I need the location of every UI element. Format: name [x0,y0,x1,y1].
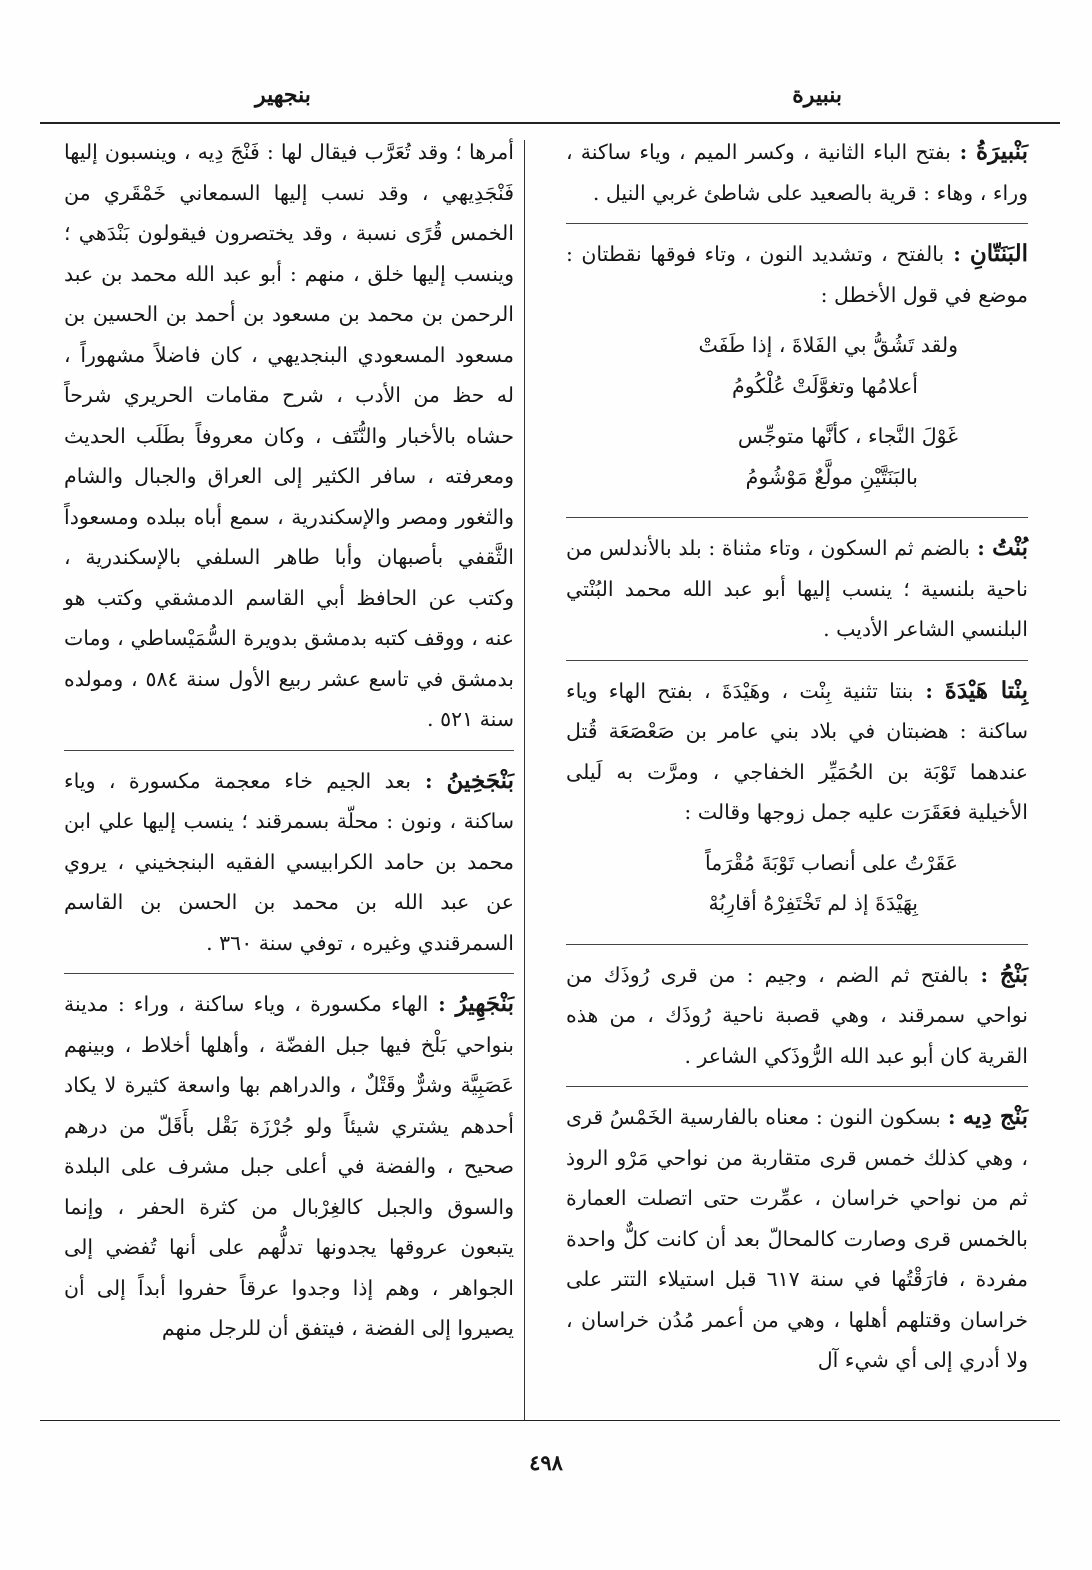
poem-verse [566,325,1028,406]
entry-bunt: بُنْتُ : بالضم ثم السكون ، وتاء مثناة : بلد بالأندلس من ناحية بلنسية ؛ ينسب إليها أبو عبد الله محمد البُنْتي البلنسي الشاعر الأديب . [566,528,1028,661]
entry-banjdih-continued [64,132,514,751]
entry-banjakhin: بَنْجَخِينُ : بعد الجيم خاء معجمة مكسورة ، وياء ساكنة ، ونون : محلّة بسمرقند ؛ ينسب إليها علي ابن محمد بن حامد الكرابيسي الفقيه البنجخيني ، يروي عن عبد الله بن محمد بن الحسن بن القاسم السمرقندي وغيره ، توفي سنة ٣٦٠ . [64,761,514,975]
headword: بَنْجَهِيرُ [455,990,514,1017]
verse-hemistich: أعلامُها وتغوَّلَتْ عُلْكُومُ [732,373,918,398]
headword: بَنْبيرَةُ [976,138,1028,165]
entry-body: بالفتح ، وتشديد النون ، وتاء فوقها نقطتان : موضع في قول الأخطل : [566,242,1028,307]
verse-hemistich: ولقد تَشُقُّ بي الفَلاةَ ، إذا طَفَتْ [698,333,958,357]
headword: بُنْتُ [992,534,1028,561]
entry-albanattan: البَنَتّانِ : بالفتح ، وتشديد النون ، وتاء فوقها نقطتان : موضع في قول الأخطل : ولقد تَشُقُّ بي الفَلاةَ ، إذا طَفَتْ أعلامُها وتغوَّلَتْ عُلْكُومُ غَوْلَ النَّجاء ، كأنَّها متوجِّس بالبَنَتَّيْنِ مولَّعٌ مَوْشُومُ [566,234,1028,518]
entry-banjahir: بَنْجَهِيرُ : الهاء مكسورة ، وياء ساكنة ، وراء : مدينة بنواحي بَلْخ فيها جبل الفضّة ، وأهلها أخلاط ، وبينهم عَصَبِيَّة وشرٌّ وقَتْلٌ ، والدراهم بها واسعة كثيرة لا يكاد أحدهم يشتري شيئاً ولو جُرْزَة بَقْل بأَقَلّ من درهم صحيح ، والفضة في أعلى جبل مشرف على البلدة والسوق والجبل كالغِرْبال من كثرة الحفر ، وإنما يتبعون عروقها يجدونها تدلُّهم على أنها تُفضي إلى الجواهر ، وهم إذا وجدوا عرقاً حفروا أبداً إلى أن يصيروا إلى الفضة ، فيتفق أن للرجل منهم [64,990,514,1340]
poem-verse [566,416,1028,497]
entry-body: بعد الجيم خاء معجمة مكسورة ، وياء ساكنة ، ونون : محلّة بسمرقند ؛ ينسب إليها علي ابن محمد بن حامد الكرابيسي الفقيه البنجخيني ، يروي عن عبد الله بن محمد بن الحسن بن القاسم السمرقندي وغيره ، توفي سنة ٣٦٠ . [64,768,514,955]
running-header-left: بنجهير [255,82,311,108]
headword: بَنْجَخِينُ [446,766,515,794]
verse-hemistich: عَقَرْتُ على أنصاب تَوْبَةَ مُقْرَماً [705,850,958,875]
headword: البَنَتّانِ [969,240,1029,267]
entry-body: بالضم ثم السكون ، وتاء مثناة : بلد بالأندلس من ناحية بلنسية ؛ ينسب إليها أبو عبد الله محمد البُنْتي البلنسي الشاعر الأديب . [566,536,1028,641]
entry-body: بسكون النون : معناه بالفارسية الخَمْسُ قرى ، وهي كذلك خمس قرى متقاربة من نواحي مَرْو الروذ ثم من نواحي خراسان ، عمِّرت حتى اتصلت العمارة بالخمس قرى وصارت كالمحالّ بعد أن كانت كلٌّ واحدة مفردة ، فارَقْتُها في سنة ٦١٧ قبل استيلاء التتر على خراسان وقتلهم أهلها ، وهي من أعمر مُدُن خراسان ، ولا أدري إلى أي شيء آل [566,1105,1028,1372]
poem-verse [566,843,1028,924]
headword: بِنْتا هَيْدَةَ [944,676,1029,704]
entry-banbira: بَنْبيرَةُ : بفتح الباء الثانية ، وكسر الميم ، وياء ساكنة ، وراء ، وهاء : قرية بالصعيد على شاطئ غربي النيل . [566,132,1028,224]
running-header-right: بنبيرة [792,82,842,108]
header-rule [40,122,1060,124]
entry-body: أمرها ؛ وقد تُعَرَّب فيقال لها : فَنْجَ دِيه ، وينسبون إليها فَنْجَدِيهي ، وقد نسب إليها السمعاني خَمْقَري من الخمس قُرًى نسبة ، وقد يختصرون فيقولون بَنْدَهي ؛ وينسب إليها خلق ، منهم : أبو عبد الله محمد بن عبد الرحمن بن محمد بن مسعود بن أحمد بن الحسين بن مسعود المسعودي البنجديهي ، كان فاضلاً مشهوراً ، له حظ من الأدب ، شرح مقامات الحريري شرحاً حشاه بالأخبار والنُّتَف ، وكان معروفاً بطَلَب الحديث ومعرفته ، سافر الكثير إلى العراق والجبال والشام والثغور ومصر والإسكندرية ، سمع أباه ببلده ومسعوداً الثَّقفي بأصبهان وأبا طاهر السلفي بالإسكندرية ، وكتب عن الحافظ أبي القاسم الدمشقي وكتب هو عنه ، ووقف كتبه بدمشق بدويرة السُّمَيْساطي ، ومات بدمشق في تاسع عشر ربيع الأول سنة ٥٨٤ ، ومولده سنة ٥٢١ . [64,140,514,731]
left-column [64,132,514,1369]
right-column [566,132,1028,1401]
entry-body: بالفتح ثم الضم ، وجيم : من قرى رُوذَك من نواحي سمرقند ، وهي قصبة ناحية رُوذَك ، من هذه القرية كان أبو عبد الله الرُّوذَكي الشاعر . [566,962,1028,1068]
verse-hemistich: بالبَنَتَّيْنِ مولَّعٌ مَوْشُومُ [745,464,918,489]
entry-bintahayda: بِنْتا هَيْدَةَ : بنتا تثنية بِنْت ، وهَيْدَةَ ، بفتح الهاء وياء ساكنة : هضبتان في بلاد بني عامر بن صَعْصَعَة قُتل عندهما تَوْبَة بن الحُمَيِّر الخفاجي ، ومرَّت به لَيلى الأخيلية فعَقَرَت عليه جمل زوجها وقالت : عَقَرْتُ على أنصاب تَوْبَةَ مُقْرَماً بِهَيْدَةَ إذ لم تَخْتَفِرْهُ أقارِبُهْ [566,671,1028,945]
headword: بَنْج دِيه [962,1103,1029,1130]
entry-body: بفتح الباء الثانية ، وكسر الميم ، وياء ساكنة ، وراء ، وهاء : قرية بالصعيد على شاطئ غربي النيل . [566,140,1028,205]
entry-banjdih: بَنْج دِيه : بسكون النون : معناه بالفارسية الخَمْسُ قرى ، وهي كذلك خمس قرى متقاربة من نواحي مَرْو الروذ ثم من نواحي خراسان ، عمِّرت حتى اتصلت العمارة بالخمس قرى وصارت كالمحالّ بعد أن كانت كلٌّ واحدة مفردة ، فارَقْتُها في سنة ٦١٧ قبل استيلاء التتر على خراسان وقتلهم أهلها ، وهي من أعمر مُدُن خراسان ، ولا أدري إلى أي شيء آل [566,1103,1029,1372]
column-divider [524,140,525,1420]
verse-hemistich: بِهَيْدَةَ إذ لم تَخْتَفِرْهُ أقارِبُهْ [708,891,918,915]
entry-body: بنتا تثنية بِنْت ، وهَيْدَةَ ، بفتح الهاء وياء ساكنة : هضبتان في بلاد بني عامر بن صَعْصَعَة قُتل عندهما تَوْبَة بن الحُمَيِّر الخفاجي ، ومرَّت به لَيلى الأخيلية فعَقَرَت عليه جمل زوجها وقالت : [566,678,1028,824]
verse-hemistich: غَوْلَ النَّجاء ، كأنَّها متوجِّس [737,424,958,448]
headword: بَنْجُ [999,960,1028,988]
entry-body: الهاء مكسورة ، وياء ساكنة ، وراء : مدينة بنواحي بَلْخ فيها جبل الفضّة ، وأهلها أخلاط ، وبينهم عَصَبِيَّة وشرٌّ وقَتْلٌ ، والدراهم بها واسعة كثيرة لا يكاد أحدهم يشتري شيئاً ولو جُرْزَة بَقْل بأَقَلّ من درهم صحيح ، والفضة في أعلى جبل مشرف على البلدة والسوق والجبل كالغِرْبال من كثرة الحفر ، وإنما يتبعون عروقها يجدونها تدلُّهم على أنها تُفضي إلى الجواهر ، وهم إذا وجدوا عرقاً حفروا أبداً إلى أن يصيروا إلى الفضة ، فيتفق أن للرجل منهم [64,992,514,1340]
page-number: ٤٩٨ [529,1450,563,1475]
footer-rule [40,1420,1060,1421]
entry-banj: بَنْجُ : بالفتح ثم الضم ، وجيم : من قرى رُوذَك من نواحي سمرقند ، وهي قصبة ناحية رُوذَك ، من هذه القرية كان أبو عبد الله الرُّوذَكي الشاعر . [566,955,1028,1088]
